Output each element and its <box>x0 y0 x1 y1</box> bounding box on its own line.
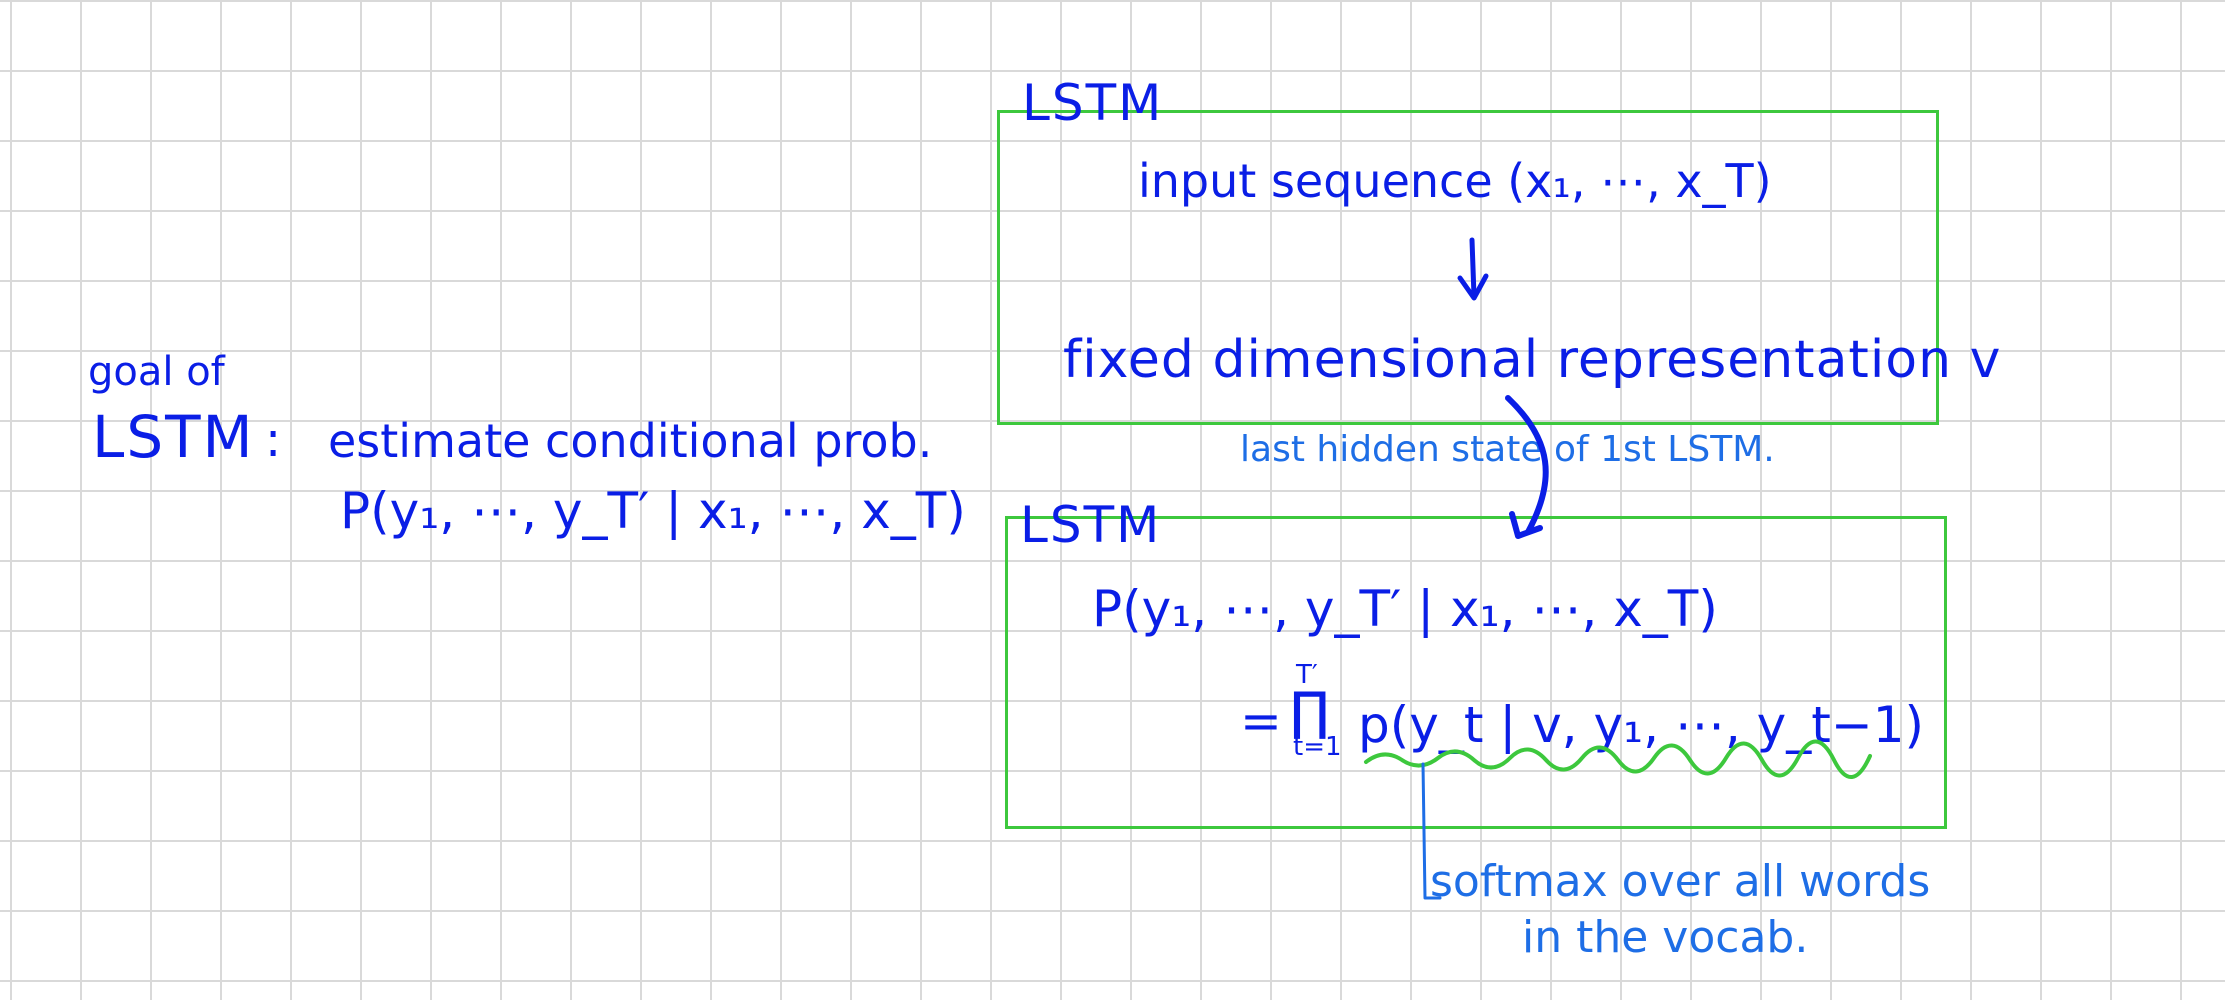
encoder-down-arrow-icon <box>1460 240 1486 298</box>
encoder-hidden-state-caption: last hidden state of 1st LSTM. <box>1240 429 1775 470</box>
product-symbol: ∏ <box>1290 682 1330 742</box>
encoder-fixed-representation: fixed dimensional representation v <box>1063 330 2002 390</box>
softmax-wavy-underline <box>1366 741 1870 777</box>
decoder-lstm-title: LSTM <box>1020 496 1162 554</box>
decoder-equals-sign: = <box>1240 692 1282 750</box>
goal-formula: P(y₁, ⋯, y_T′ | x₁, ⋯, x_T) <box>340 482 966 540</box>
goal-description: estimate conditional prob. <box>328 414 933 468</box>
decoder-factor-term: p(y_t | v, y₁, ⋯, y_t−1) <box>1358 696 1925 754</box>
context-vector-arrow-icon <box>1508 398 1546 536</box>
decoder-conditional-probability: P(y₁, ⋯, y_T′ | x₁, ⋯, x_T) <box>1092 580 1718 638</box>
product-upper-bound: T′ <box>1296 660 1318 690</box>
goal-colon: : <box>265 412 282 468</box>
softmax-note-line2: in the vocab. <box>1522 912 1809 963</box>
softmax-pointer-line <box>1423 764 1440 898</box>
product-lower-bound: t=1 <box>1293 732 1342 762</box>
encoder-input-sequence: input sequence (x₁, ⋯, x_T) <box>1138 154 1772 208</box>
goal-lstm-heading: LSTM <box>92 403 255 471</box>
goal-of-label: goal of <box>88 349 225 395</box>
softmax-note-line1: softmax over all words <box>1430 856 1931 907</box>
encoder-lstm-title: LSTM <box>1022 74 1164 132</box>
